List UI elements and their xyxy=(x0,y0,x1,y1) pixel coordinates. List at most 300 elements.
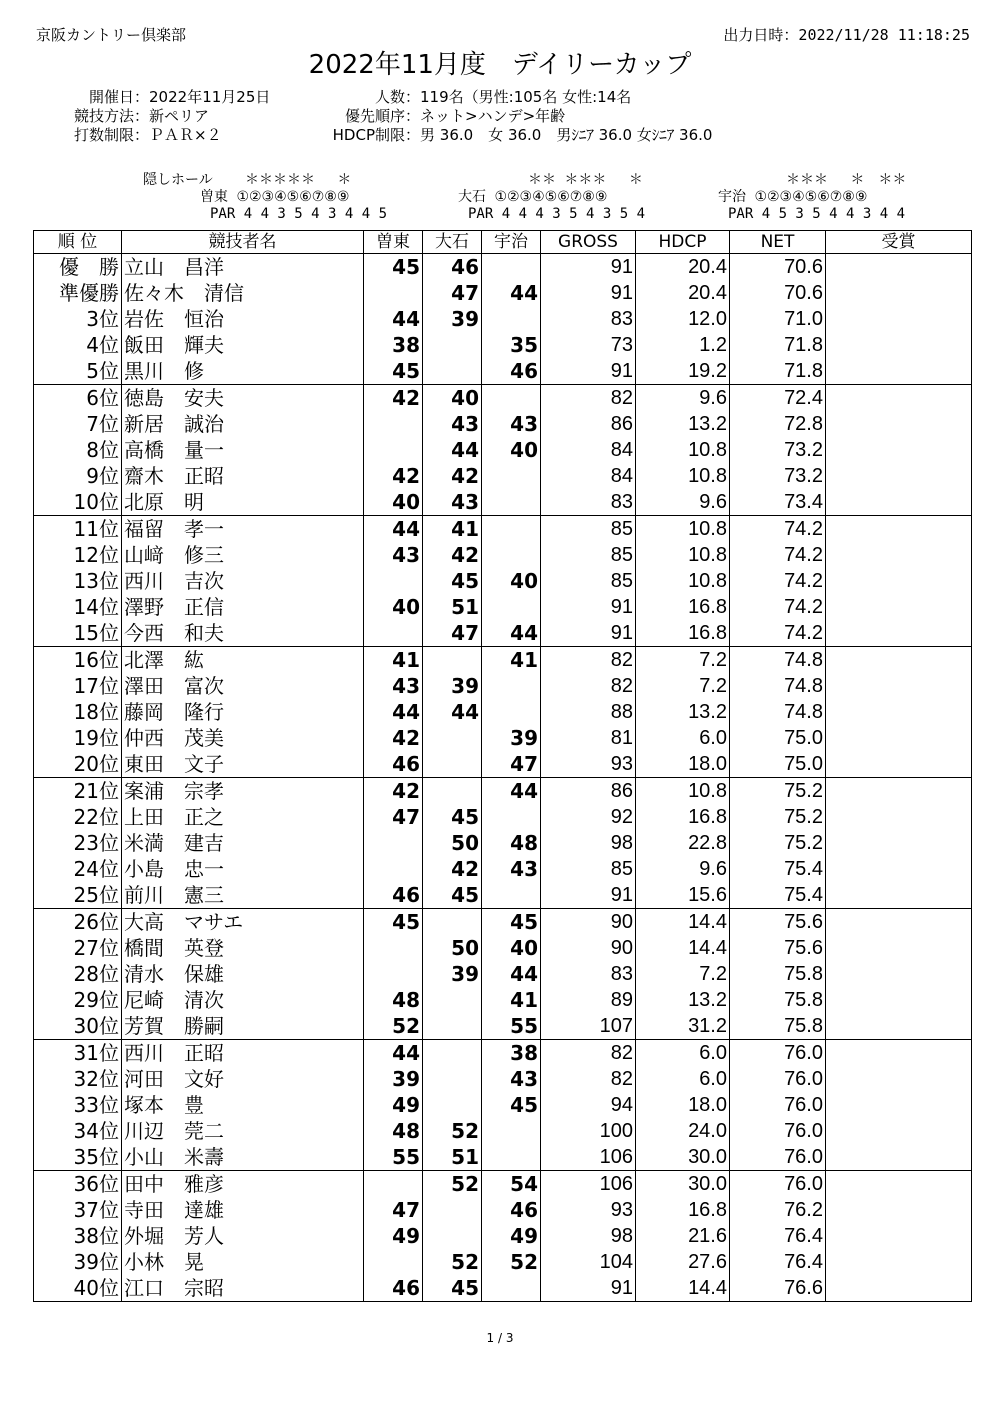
gross-cell: 91 xyxy=(541,280,636,306)
info-left xyxy=(48,88,270,145)
rank-cell: 7位 xyxy=(34,411,122,437)
score-ooishi: 52 xyxy=(423,1171,482,1198)
net-cell: 76.4 xyxy=(730,1249,826,1275)
course-name: 大石 xyxy=(458,189,486,205)
hdcp-cell: 10.8 xyxy=(636,778,730,805)
score-ooishi xyxy=(423,987,482,1013)
hdcp-cell: 7.2 xyxy=(636,673,730,699)
award-cell xyxy=(826,935,972,961)
gross-cell: 83 xyxy=(541,306,636,332)
score-ooishi: 52 xyxy=(423,1118,482,1144)
gross-cell: 98 xyxy=(541,1223,636,1249)
score-uji: 40 xyxy=(482,437,541,463)
score-ooishi xyxy=(423,647,482,674)
net-cell: 73.2 xyxy=(730,463,826,489)
name-cell: 清水 保雄 xyxy=(122,961,364,987)
results-body xyxy=(34,254,972,1302)
score-ooishi: 47 xyxy=(423,620,482,647)
gross-cell: 83 xyxy=(541,961,636,987)
award-cell xyxy=(826,1040,972,1067)
rank-cell: 31位 xyxy=(34,1040,122,1067)
net-cell: 75.6 xyxy=(730,909,826,936)
score-uji: 47 xyxy=(482,751,541,778)
score-sotou xyxy=(364,935,423,961)
score-uji xyxy=(482,306,541,332)
name-cell: 新居 誠治 xyxy=(122,411,364,437)
info-stroke-limit: 打数制限：ＰＡＲ×２ xyxy=(48,126,270,145)
award-cell xyxy=(826,882,972,909)
net-cell: 75.0 xyxy=(730,725,826,751)
col-header-uji: 宇治 xyxy=(482,231,541,254)
rank-cell: 37位 xyxy=(34,1197,122,1223)
name-cell: 山﨑 修三 xyxy=(122,542,364,568)
club-name: 京阪カントリー倶楽部 xyxy=(36,26,187,44)
score-sotou: 48 xyxy=(364,1118,423,1144)
net-cell: 75.4 xyxy=(730,882,826,909)
net-cell: 76.0 xyxy=(730,1144,826,1171)
score-ooishi xyxy=(423,1223,482,1249)
name-cell: 前川 憲三 xyxy=(122,882,364,909)
gross-cell: 85 xyxy=(541,568,636,594)
rank-cell: 30位 xyxy=(34,1013,122,1040)
award-cell xyxy=(826,830,972,856)
name-cell: 寺田 達雄 xyxy=(122,1197,364,1223)
hidden-holes-course-uji xyxy=(758,172,906,189)
score-ooishi: 51 xyxy=(423,594,482,620)
table-row xyxy=(34,620,972,647)
info-right xyxy=(295,88,712,145)
score-ooishi: 51 xyxy=(423,1144,482,1171)
rank-cell: 35位 xyxy=(34,1144,122,1171)
hidden-holes-course-uji-grid xyxy=(718,189,905,223)
score-sotou xyxy=(364,280,423,306)
table-row xyxy=(34,882,972,909)
table-row xyxy=(34,568,972,594)
rank-cell: 26位 xyxy=(34,909,122,936)
net-cell: 74.2 xyxy=(730,516,826,543)
net-cell: 73.4 xyxy=(730,489,826,516)
rank-cell: 40位 xyxy=(34,1275,122,1302)
table-row xyxy=(34,830,972,856)
score-ooishi: 44 xyxy=(423,437,482,463)
award-cell xyxy=(826,1066,972,1092)
gross-cell: 91 xyxy=(541,620,636,647)
score-ooishi xyxy=(423,1197,482,1223)
rank-cell: 34位 xyxy=(34,1118,122,1144)
award-cell xyxy=(826,647,972,674)
rank-cell: 8位 xyxy=(34,437,122,463)
award-cell xyxy=(826,306,972,332)
col-header-sotou: 曽東 xyxy=(364,231,423,254)
name-cell: 案浦 宗孝 xyxy=(122,778,364,805)
score-uji: 43 xyxy=(482,1066,541,1092)
rank-cell: 29位 xyxy=(34,987,122,1013)
hdcp-cell: 24.0 xyxy=(636,1118,730,1144)
name-cell: 米満 建吉 xyxy=(122,830,364,856)
name-cell: 西川 正昭 xyxy=(122,1040,364,1067)
hdcp-cell: 15.6 xyxy=(636,882,730,909)
score-ooishi: 42 xyxy=(423,542,482,568)
score-sotou: 43 xyxy=(364,673,423,699)
score-uji: 43 xyxy=(482,856,541,882)
hidden-holes-course-sotou-grid xyxy=(200,189,387,223)
score-sotou: 44 xyxy=(364,516,423,543)
net-cell: 75.8 xyxy=(730,1013,826,1040)
gross-cell: 82 xyxy=(541,385,636,412)
table-row xyxy=(34,1144,972,1171)
award-cell xyxy=(826,620,972,647)
name-cell: 齋木 正昭 xyxy=(122,463,364,489)
hdcp-cell: 30.0 xyxy=(636,1171,730,1198)
score-uji xyxy=(482,804,541,830)
name-cell: 岩佐 恒治 xyxy=(122,306,364,332)
award-cell xyxy=(826,594,972,620)
info-label: 打数制限 xyxy=(73,126,134,144)
score-uji: 46 xyxy=(482,1197,541,1223)
table-row xyxy=(34,1092,972,1118)
rank-cell: 10位 xyxy=(34,489,122,516)
score-uji: 40 xyxy=(482,568,541,594)
hdcp-cell: 21.6 xyxy=(636,1223,730,1249)
hdcp-cell: 16.8 xyxy=(636,1197,730,1223)
table-row xyxy=(34,411,972,437)
table-row xyxy=(34,542,972,568)
name-cell: 小林 晃 xyxy=(122,1249,364,1275)
table-row xyxy=(34,856,972,882)
table-row xyxy=(34,647,972,674)
name-cell: 小山 米壽 xyxy=(122,1144,364,1171)
rank-cell: 9位 xyxy=(34,463,122,489)
hdcp-cell: 10.8 xyxy=(636,463,730,489)
page-number: 1 / 3 xyxy=(486,1331,514,1345)
award-cell xyxy=(826,568,972,594)
award-cell xyxy=(826,516,972,543)
table-row xyxy=(34,1223,972,1249)
table-row xyxy=(34,1275,972,1302)
info-value: ネット>ハンデ>年齢 xyxy=(420,107,566,125)
hdcp-cell: 10.8 xyxy=(636,437,730,463)
award-cell xyxy=(826,542,972,568)
name-cell: 佐々木 清信 xyxy=(122,280,364,306)
score-ooishi: 50 xyxy=(423,830,482,856)
score-ooishi xyxy=(423,358,482,385)
score-sotou: 49 xyxy=(364,1223,423,1249)
rank-cell: 12位 xyxy=(34,542,122,568)
score-sotou: 39 xyxy=(364,1066,423,1092)
table-row xyxy=(34,1040,972,1067)
score-ooishi: 39 xyxy=(423,673,482,699)
award-cell xyxy=(826,778,972,805)
award-cell xyxy=(826,909,972,936)
table-row xyxy=(34,804,972,830)
info-method: 競技方法：新ペリア xyxy=(48,107,270,126)
gross-cell: 90 xyxy=(541,935,636,961)
name-cell: 塚本 豊 xyxy=(122,1092,364,1118)
col-header-gross: GROSS xyxy=(541,231,636,254)
hidden-holes-course-ooishi xyxy=(500,172,643,189)
gross-cell: 100 xyxy=(541,1118,636,1144)
info-event-date: 開催日：2022年11月25日 xyxy=(48,88,270,107)
score-uji xyxy=(482,1275,541,1302)
rank-cell: 13位 xyxy=(34,568,122,594)
table-row xyxy=(34,935,972,961)
score-sotou xyxy=(364,961,423,987)
score-uji: 41 xyxy=(482,647,541,674)
table-row xyxy=(34,516,972,543)
hdcp-cell: 1.2 xyxy=(636,332,730,358)
score-sotou: 44 xyxy=(364,306,423,332)
score-sotou: 38 xyxy=(364,332,423,358)
score-uji: 45 xyxy=(482,1092,541,1118)
award-cell xyxy=(826,254,972,281)
score-sotou: 49 xyxy=(364,1092,423,1118)
gross-cell: 93 xyxy=(541,751,636,778)
hole-numbers: ①②③④⑤⑥⑦⑧⑨ xyxy=(494,189,608,205)
award-cell xyxy=(826,332,972,358)
score-ooishi: 50 xyxy=(423,935,482,961)
score-sotou: 44 xyxy=(364,699,423,725)
table-row xyxy=(34,385,972,412)
score-sotou: 55 xyxy=(364,1144,423,1171)
table-header-row xyxy=(34,231,972,254)
score-uji xyxy=(482,489,541,516)
hdcp-cell: 20.4 xyxy=(636,254,730,281)
table-row xyxy=(34,332,972,358)
rank-cell: 39位 xyxy=(34,1249,122,1275)
net-cell: 74.8 xyxy=(730,673,826,699)
info-value: 新ペリア xyxy=(149,107,210,125)
score-uji: 40 xyxy=(482,935,541,961)
score-sotou xyxy=(364,1249,423,1275)
name-cell: 西川 吉次 xyxy=(122,568,364,594)
net-cell: 74.2 xyxy=(730,568,826,594)
net-cell: 76.2 xyxy=(730,1197,826,1223)
hdcp-cell: 6.0 xyxy=(636,1066,730,1092)
score-sotou xyxy=(364,411,423,437)
score-uji xyxy=(482,516,541,543)
table-row xyxy=(34,699,972,725)
award-cell xyxy=(826,489,972,516)
award-cell xyxy=(826,1144,972,1171)
rank-cell: 28位 xyxy=(34,961,122,987)
net-cell: 74.2 xyxy=(730,542,826,568)
rank-cell: 6位 xyxy=(34,385,122,412)
name-cell: 河田 文好 xyxy=(122,1066,364,1092)
name-cell: 尼崎 清次 xyxy=(122,987,364,1013)
hdcp-cell: 22.8 xyxy=(636,830,730,856)
score-sotou: 48 xyxy=(364,987,423,1013)
name-cell: 黒川 修 xyxy=(122,358,364,385)
name-cell: 徳島 安夫 xyxy=(122,385,364,412)
page-title: 2022年11月度 デイリーカップ xyxy=(308,50,692,80)
net-cell: 74.8 xyxy=(730,647,826,674)
table-row xyxy=(34,463,972,489)
name-cell: 上田 正之 xyxy=(122,804,364,830)
score-uji: 49 xyxy=(482,1223,541,1249)
name-cell: 江口 宗昭 xyxy=(122,1275,364,1302)
gross-cell: 92 xyxy=(541,804,636,830)
net-cell: 74.2 xyxy=(730,594,826,620)
table-row xyxy=(34,1171,972,1198)
score-ooishi: 41 xyxy=(423,516,482,543)
score-uji: 43 xyxy=(482,411,541,437)
info-value: ＰＡＲ×２ xyxy=(149,126,222,144)
hdcp-cell: 7.2 xyxy=(636,961,730,987)
rank-cell: 3位 xyxy=(34,306,122,332)
table-row xyxy=(34,961,972,987)
table-row xyxy=(34,1249,972,1275)
net-cell: 76.0 xyxy=(730,1092,826,1118)
score-uji xyxy=(482,1144,541,1171)
net-cell: 70.6 xyxy=(730,254,826,281)
hdcp-cell: 14.4 xyxy=(636,935,730,961)
course-name: 宇治 xyxy=(718,189,746,205)
table-row xyxy=(34,358,972,385)
score-uji: 45 xyxy=(482,909,541,936)
gross-cell: 86 xyxy=(541,411,636,437)
score-uji xyxy=(482,254,541,281)
score-sotou xyxy=(364,568,423,594)
name-cell: 飯田 輝夫 xyxy=(122,332,364,358)
rank-cell: 36位 xyxy=(34,1171,122,1198)
hdcp-cell: 10.8 xyxy=(636,568,730,594)
score-ooishi xyxy=(423,332,482,358)
net-cell: 72.4 xyxy=(730,385,826,412)
net-cell: 71.0 xyxy=(730,306,826,332)
info-label: 競技方法 xyxy=(73,107,134,125)
rank-cell: 33位 xyxy=(34,1092,122,1118)
hdcp-cell: 14.4 xyxy=(636,909,730,936)
score-ooishi: 39 xyxy=(423,306,482,332)
award-cell xyxy=(826,961,972,987)
score-uji xyxy=(482,673,541,699)
name-cell: 外堀 芳人 xyxy=(122,1223,364,1249)
score-uji xyxy=(482,1118,541,1144)
rank-cell: 21位 xyxy=(34,778,122,805)
score-sotou xyxy=(364,620,423,647)
table-row xyxy=(34,1013,972,1040)
score-uji: 55 xyxy=(482,1013,541,1040)
gross-cell: 89 xyxy=(541,987,636,1013)
score-ooishi xyxy=(423,751,482,778)
award-cell xyxy=(826,1275,972,1302)
rank-cell: 14位 xyxy=(34,594,122,620)
hdcp-cell: 14.4 xyxy=(636,1275,730,1302)
gross-cell: 106 xyxy=(541,1171,636,1198)
hidden-hole-marks: ＊＊ ＊＊＊ ＊ xyxy=(500,172,643,188)
net-cell: 75.4 xyxy=(730,856,826,882)
hdcp-cell: 16.8 xyxy=(636,620,730,647)
gross-cell: 88 xyxy=(541,699,636,725)
hdcp-cell: 20.4 xyxy=(636,280,730,306)
name-cell: 田中 雅彦 xyxy=(122,1171,364,1198)
gross-cell: 90 xyxy=(541,909,636,936)
score-ooishi: 52 xyxy=(423,1249,482,1275)
score-uji: 52 xyxy=(482,1249,541,1275)
name-cell: 仲西 茂美 xyxy=(122,725,364,751)
par-row: PAR 4 5 3 5 4 4 3 4 4 xyxy=(728,206,906,222)
award-cell xyxy=(826,358,972,385)
output-datetime: 出力日時：2022/11/28 11:18:25 xyxy=(723,26,970,44)
net-cell: 71.8 xyxy=(730,358,826,385)
net-cell: 74.2 xyxy=(730,620,826,647)
gross-cell: 98 xyxy=(541,830,636,856)
table-row xyxy=(34,280,972,306)
gross-cell: 94 xyxy=(541,1092,636,1118)
score-uji: 44 xyxy=(482,620,541,647)
name-cell: 大高 マサエ xyxy=(122,909,364,936)
rank-cell: 38位 xyxy=(34,1223,122,1249)
gross-cell: 83 xyxy=(541,489,636,516)
col-header-net: NET xyxy=(730,231,826,254)
score-ooishi: 45 xyxy=(423,882,482,909)
score-uji xyxy=(482,542,541,568)
net-cell: 76.6 xyxy=(730,1275,826,1302)
info-value: 119名（男性:105名 女性:14名 xyxy=(420,88,632,106)
hdcp-cell: 6.0 xyxy=(636,725,730,751)
info-label: HDCP制限 xyxy=(332,126,405,144)
award-cell xyxy=(826,751,972,778)
score-sotou: 43 xyxy=(364,542,423,568)
table-row xyxy=(34,254,972,281)
table-row xyxy=(34,987,972,1013)
name-cell: 高橋 量一 xyxy=(122,437,364,463)
gross-cell: 91 xyxy=(541,1275,636,1302)
score-sotou xyxy=(364,830,423,856)
col-header-hdcp: HDCP xyxy=(636,231,730,254)
course-name: 曽東 xyxy=(200,189,228,205)
score-ooishi xyxy=(423,725,482,751)
gross-cell: 85 xyxy=(541,856,636,882)
gross-cell: 93 xyxy=(541,1197,636,1223)
net-cell: 76.0 xyxy=(730,1040,826,1067)
hdcp-cell: 9.6 xyxy=(636,385,730,412)
name-cell: 芳賀 勝嗣 xyxy=(122,1013,364,1040)
gross-cell: 73 xyxy=(541,332,636,358)
hdcp-cell: 18.0 xyxy=(636,1092,730,1118)
score-sotou xyxy=(364,1171,423,1198)
score-ooishi xyxy=(423,778,482,805)
rank-cell: 5位 xyxy=(34,358,122,385)
col-header-award: 受賞 xyxy=(826,231,972,254)
hidden-holes-course-sotou xyxy=(245,172,351,189)
score-sotou: 42 xyxy=(364,385,423,412)
score-uji: 48 xyxy=(482,830,541,856)
net-cell: 75.0 xyxy=(730,751,826,778)
score-ooishi: 43 xyxy=(423,411,482,437)
award-cell xyxy=(826,280,972,306)
score-uji xyxy=(482,882,541,909)
score-sotou: 47 xyxy=(364,1197,423,1223)
award-cell xyxy=(826,1249,972,1275)
info-participants: 人数：119名（男性:105名 女性:14名 xyxy=(295,88,712,107)
gross-cell: 84 xyxy=(541,463,636,489)
rank-cell: 22位 xyxy=(34,804,122,830)
rank-cell: 18位 xyxy=(34,699,122,725)
hidden-hole-marks: ＊＊＊ ＊ ＊＊ xyxy=(758,172,907,188)
gross-cell: 84 xyxy=(541,437,636,463)
col-header-rank: 順 位 xyxy=(34,231,122,254)
score-ooishi: 45 xyxy=(423,804,482,830)
net-cell: 75.6 xyxy=(730,935,826,961)
name-cell: 今西 和夫 xyxy=(122,620,364,647)
info-label: 優先順序 xyxy=(344,107,405,125)
score-uji: 35 xyxy=(482,332,541,358)
hidden-hole-marks: ＊＊＊＊＊ ＊ xyxy=(245,172,352,188)
info-label: 開催日 xyxy=(88,88,134,106)
hdcp-cell: 27.6 xyxy=(636,1249,730,1275)
score-sotou: 41 xyxy=(364,647,423,674)
